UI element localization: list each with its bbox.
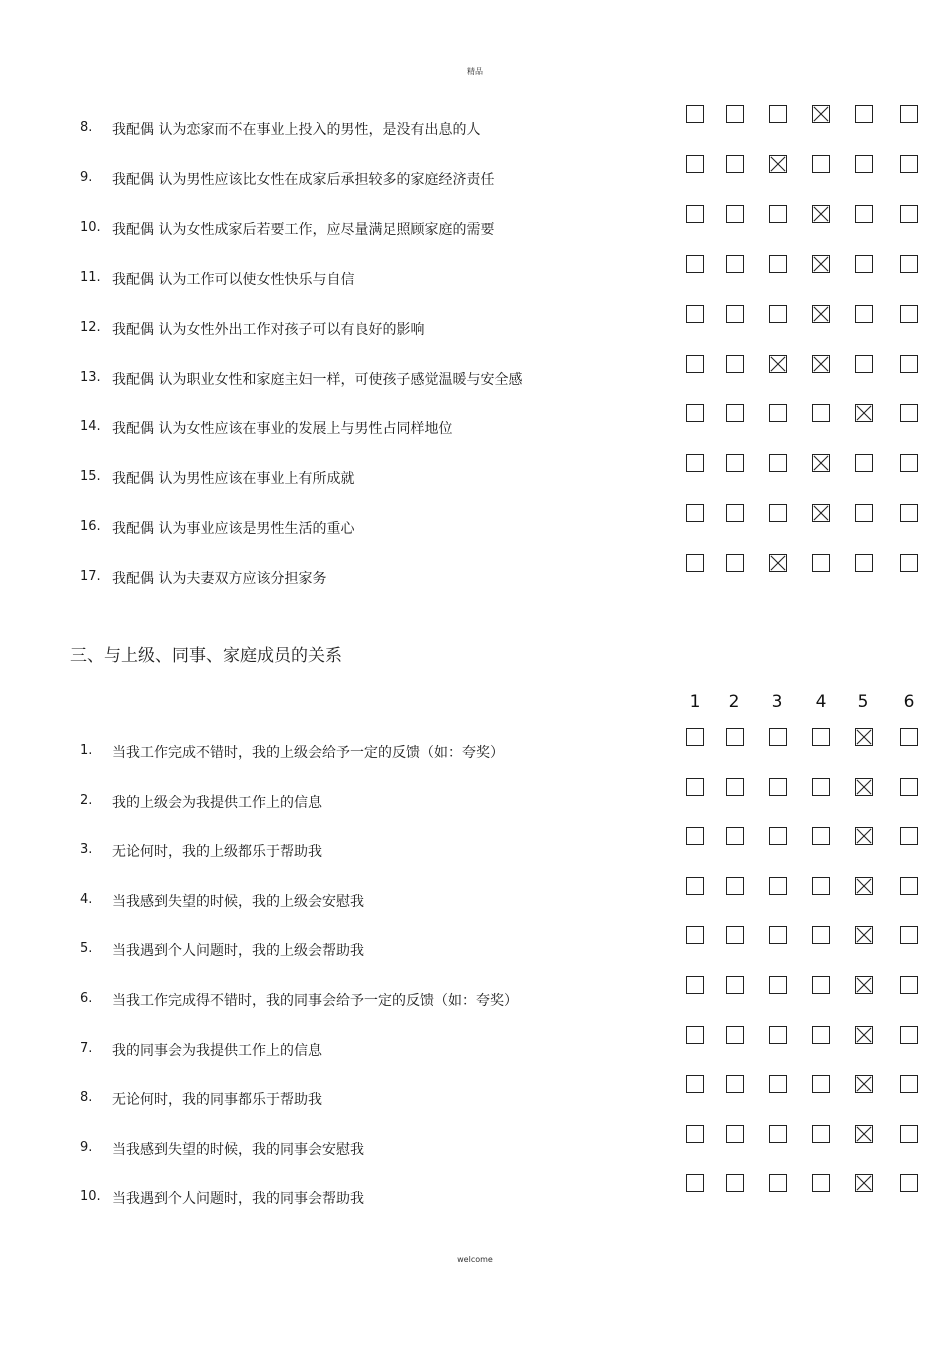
check-mark-icon [856,779,872,795]
rating-checkbox-4[interactable] [812,728,830,746]
rating-checkbox-2[interactable] [726,105,744,123]
rating-checkbox-6[interactable] [900,778,918,796]
question-number: 4. [80,891,93,907]
rating-checkbox-6[interactable] [900,105,918,123]
question-text: 当我工作完成不错时，我的上级会给予一定的反馈（如：夸奖） [112,745,504,761]
check-mark-icon [856,1027,872,1043]
question-text: 我配偶 认为男性应该比女性在成家后承担较多的家庭经济责任 [112,171,495,188]
rating-checkbox-2[interactable] [726,1075,744,1093]
rating-checkbox-6[interactable] [900,355,918,373]
rating-checkbox-3[interactable] [769,155,787,173]
question-number: 11. [80,269,101,285]
question-number: 1. [80,743,93,758]
rating-checkbox-3[interactable] [769,926,787,944]
rating-checkbox-6[interactable] [900,877,918,895]
rating-checkbox-5[interactable] [855,355,873,373]
rating-checkbox-2[interactable] [726,554,744,572]
check-mark-icon [813,356,829,372]
question-text: 我配偶 认为女性应该在事业的发展上与男性占同样地位 [112,421,453,438]
rating-checkbox-5[interactable] [855,1026,873,1044]
rating-checkbox-1[interactable] [686,926,704,944]
rating-checkbox-4[interactable] [812,305,830,323]
rating-checkbox-6[interactable] [900,504,918,522]
rating-checkbox-5[interactable] [855,255,873,273]
rating-checkbox-3[interactable] [769,877,787,895]
rating-checkbox-3[interactable] [769,1075,787,1093]
rating-checkbox-6[interactable] [900,827,918,845]
rating-checkbox-4[interactable] [812,504,830,522]
check-mark-icon [813,256,829,272]
rating-checkbox-2[interactable] [726,926,744,944]
question-number: 7. [80,1040,93,1056]
rating-checkbox-1[interactable] [686,1174,704,1192]
question-text: 当我感到失望的时候，我的同事会安慰我 [112,1141,364,1158]
question-number: 16. [80,519,101,535]
question-number: 6. [80,991,93,1006]
rating-checkbox-4[interactable] [812,355,830,373]
rating-checkbox-3[interactable] [769,1125,787,1143]
rating-checkbox-4[interactable] [812,454,830,472]
question-number: 9. [80,1139,93,1155]
rating-checkbox-3[interactable] [769,976,787,994]
rating-checkbox-4[interactable] [812,155,830,173]
rating-checkbox-1[interactable] [686,504,704,522]
rating-checkbox-3[interactable] [769,1026,787,1044]
question-text: 当我遇到个人问题时，我的同事会帮助我 [112,1191,364,1208]
rating-checkbox-2[interactable] [726,1174,744,1192]
question-text: 我的同事会为我提供工作上的信息 [112,1042,322,1059]
question-number: 12. [80,319,101,335]
rating-checkbox-6[interactable] [900,554,918,572]
question-number: 17. [80,569,101,585]
rating-checkbox-2[interactable] [726,827,744,845]
rating-checkbox-5[interactable] [855,877,873,895]
rating-checkbox-4[interactable] [812,926,830,944]
scale-column-header: 5 [857,692,869,712]
rating-checkbox-5[interactable] [855,1174,873,1192]
question-number: 2. [80,792,93,808]
rating-checkbox-5[interactable] [855,454,873,472]
question-number: 13. [80,369,101,385]
question-number: 5. [80,941,93,957]
check-mark-icon [813,455,829,471]
rating-checkbox-5[interactable] [855,926,873,944]
check-mark-icon [770,555,786,571]
rating-checkbox-3[interactable] [769,454,787,472]
question-text: 当我感到失望的时候，我的上级会安慰我 [112,893,364,910]
scale-column-header: 3 [771,692,783,712]
check-mark-icon [856,1175,872,1191]
rating-checkbox-4[interactable] [812,1174,830,1192]
check-mark-icon [856,1126,872,1142]
rating-checkbox-1[interactable] [686,827,704,845]
question-text: 我配偶 认为夫妻双方应该分担家务 [112,571,327,588]
question-text: 我配偶 认为恋家而不在事业上投入的男性，是没有出息的人 [112,122,481,138]
question-text: 当我工作完成得不错时，我的同事会给予一定的反馈（如：夸奖） [112,993,518,1009]
rating-checkbox-6[interactable] [900,255,918,273]
rating-checkbox-4[interactable] [812,255,830,273]
section-title: 三、与上级、同事、家庭成员的关系 [70,646,342,666]
rating-checkbox-5[interactable] [855,305,873,323]
question-text: 无论何时，我的同事都乐于帮助我 [112,1092,322,1109]
check-mark-icon [856,878,872,894]
question-number: 14. [80,419,101,435]
rating-checkbox-1[interactable] [686,1075,704,1093]
rating-checkbox-6[interactable] [900,404,918,422]
rating-checkbox-6[interactable] [900,728,918,746]
rating-checkbox-5[interactable] [855,205,873,223]
rating-checkbox-1[interactable] [686,877,704,895]
rating-checkbox-6[interactable] [900,1026,918,1044]
question-text: 我配偶 认为女性成家后若要工作，应尽量满足照顾家庭的需要 [112,221,495,238]
rating-checkbox-4[interactable] [812,1125,830,1143]
question-text: 我配偶 认为职业女性和家庭主妇一样，可使孩子感觉温暖与安全感 [112,371,523,388]
rating-checkbox-6[interactable] [900,1075,918,1093]
check-mark-icon [856,977,872,993]
rating-checkbox-3[interactable] [769,827,787,845]
check-mark-icon [813,306,829,322]
question-text: 当我遇到个人问题时，我的上级会帮助我 [112,943,364,960]
rating-checkbox-4[interactable] [812,877,830,895]
rating-checkbox-5[interactable] [855,778,873,796]
rating-checkbox-6[interactable] [900,1174,918,1192]
rating-checkbox-6[interactable] [900,305,918,323]
rating-checkbox-4[interactable] [812,404,830,422]
question-text: 无论何时，我的上级都乐于帮助我 [112,844,322,861]
rating-checkbox-6[interactable] [900,976,918,994]
check-mark-icon [856,1076,872,1092]
rating-checkbox-3[interactable] [769,255,787,273]
rating-checkbox-2[interactable] [726,877,744,895]
rating-checkbox-2[interactable] [726,255,744,273]
rating-checkbox-6[interactable] [900,926,918,944]
rating-checkbox-3[interactable] [769,105,787,123]
rating-checkbox-3[interactable] [769,205,787,223]
page-footer: welcome [457,1255,493,1264]
rating-checkbox-1[interactable] [686,1125,704,1143]
rating-checkbox-3[interactable] [769,1174,787,1192]
check-mark-icon [856,405,872,421]
rating-checkbox-5[interactable] [855,827,873,845]
rating-checkbox-6[interactable] [900,155,918,173]
rating-checkbox-5[interactable] [855,976,873,994]
rating-checkbox-1[interactable] [686,554,704,572]
rating-checkbox-1[interactable] [686,205,704,223]
rating-checkbox-2[interactable] [726,305,744,323]
rating-checkbox-3[interactable] [769,504,787,522]
rating-checkbox-2[interactable] [726,504,744,522]
question-number: 3. [80,842,93,858]
rating-checkbox-4[interactable] [812,205,830,223]
page-header: 精品 [467,67,483,76]
question-text: 我的上级会为我提供工作上的信息 [112,794,322,811]
question-text: 我配偶 认为女性外出工作对孩子可以有良好的影响 [112,321,425,338]
rating-checkbox-2[interactable] [726,728,744,746]
rating-checkbox-4[interactable] [812,1075,830,1093]
rating-checkbox-4[interactable] [812,827,830,845]
rating-checkbox-2[interactable] [726,355,744,373]
rating-checkbox-1[interactable] [686,728,704,746]
rating-checkbox-3[interactable] [769,404,787,422]
question-text: 我配偶 认为事业应该是男性生活的重心 [112,521,355,538]
rating-checkbox-1[interactable] [686,105,704,123]
rating-checkbox-1[interactable] [686,255,704,273]
scale-column-header: 4 [815,692,827,712]
rating-checkbox-1[interactable] [686,454,704,472]
question-number: 10. [80,1189,101,1205]
rating-checkbox-5[interactable] [855,1075,873,1093]
question-text: 我配偶 认为男性应该在事业上有所成就 [112,471,355,488]
rating-checkbox-5[interactable] [855,1125,873,1143]
rating-checkbox-1[interactable] [686,305,704,323]
scale-column-header: 1 [689,692,701,712]
rating-checkbox-2[interactable] [726,1125,744,1143]
check-mark-icon [856,729,872,745]
rating-checkbox-2[interactable] [726,976,744,994]
rating-checkbox-6[interactable] [900,205,918,223]
rating-checkbox-6[interactable] [900,454,918,472]
question-number: 8. [80,1090,93,1106]
rating-checkbox-3[interactable] [769,554,787,572]
check-mark-icon [813,106,829,122]
rating-checkbox-5[interactable] [855,105,873,123]
rating-checkbox-1[interactable] [686,155,704,173]
rating-checkbox-1[interactable] [686,778,704,796]
rating-checkbox-2[interactable] [726,454,744,472]
rating-checkbox-1[interactable] [686,404,704,422]
rating-checkbox-5[interactable] [855,728,873,746]
check-mark-icon [856,927,872,943]
rating-checkbox-4[interactable] [812,778,830,796]
rating-checkbox-2[interactable] [726,155,744,173]
rating-checkbox-6[interactable] [900,1125,918,1143]
rating-checkbox-4[interactable] [812,1026,830,1044]
scale-column-header: 6 [903,692,915,712]
rating-checkbox-4[interactable] [812,105,830,123]
check-mark-icon [813,505,829,521]
check-mark-icon [856,828,872,844]
question-number: 15. [80,469,101,485]
rating-checkbox-2[interactable] [726,205,744,223]
question-number: 8. [80,120,93,135]
rating-checkbox-4[interactable] [812,976,830,994]
rating-checkbox-2[interactable] [726,778,744,796]
rating-checkbox-3[interactable] [769,778,787,796]
rating-checkbox-4[interactable] [812,554,830,572]
rating-checkbox-5[interactable] [855,554,873,572]
rating-checkbox-5[interactable] [855,504,873,522]
question-text: 我配偶 认为工作可以使女性快乐与自信 [112,271,355,288]
scale-column-header: 2 [728,692,740,712]
rating-checkbox-5[interactable] [855,155,873,173]
rating-checkbox-1[interactable] [686,355,704,373]
rating-checkbox-5[interactable] [855,404,873,422]
question-number: 10. [80,219,101,235]
check-mark-icon [770,156,786,172]
rating-checkbox-3[interactable] [769,728,787,746]
rating-checkbox-3[interactable] [769,355,787,373]
rating-checkbox-1[interactable] [686,1026,704,1044]
rating-checkbox-2[interactable] [726,1026,744,1044]
rating-checkbox-2[interactable] [726,404,744,422]
rating-checkbox-3[interactable] [769,305,787,323]
question-number: 9. [80,169,93,185]
rating-checkbox-1[interactable] [686,976,704,994]
check-mark-icon [813,206,829,222]
check-mark-icon [770,356,786,372]
